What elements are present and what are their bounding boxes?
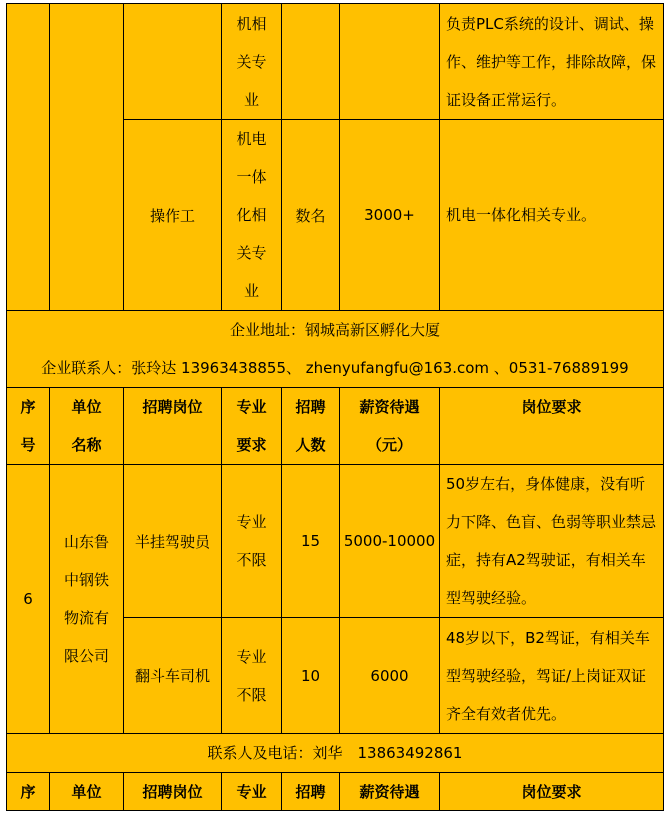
header-row (7, 773, 664, 811)
header-count (282, 388, 340, 465)
requirement-cell: 48岁以下，B2驾证，有相关车型驾驶经验，驾证/上岗证双证齐全有效者优先。 (440, 618, 664, 734)
company-contact-row (7, 734, 664, 773)
major-line: 业 (243, 282, 259, 300)
header-salary (340, 388, 440, 465)
position-cell: 半挂驾驶员 (124, 465, 222, 618)
header-row (7, 388, 664, 465)
header-requirement: 岗位要求 (440, 773, 664, 811)
company-info-row (7, 311, 664, 388)
major-line: 不限 (236, 551, 267, 569)
major-line: 关专 (236, 244, 267, 262)
count-cell (282, 4, 340, 120)
header-requirement-line: 岗位要求 (521, 398, 582, 416)
company-contact: 企业联系人：张玲达 13963438855、 zhenyufangfu@163.com 、0531-76889199 (41, 359, 629, 377)
header-position (124, 388, 222, 465)
count-cell: 数名 (282, 120, 340, 311)
header-count: 招聘 (282, 773, 340, 811)
major-line: 专业 (236, 647, 267, 666)
header-salary-line: （元） (366, 436, 412, 454)
header-count-line: 招聘 (295, 398, 326, 416)
major-line: 不限 (236, 685, 267, 704)
unit-line: 物流有 (63, 609, 109, 627)
position-cell (124, 4, 222, 120)
salary-cell: 6000 (340, 618, 440, 734)
salary-cell: 5000-10000 (340, 465, 440, 618)
major-line: 专业 (236, 513, 267, 531)
no-cell: 6 (7, 465, 50, 734)
header-no-line: 序 (20, 398, 36, 416)
unit-line: 限公司 (63, 647, 109, 665)
major-cell (222, 465, 282, 618)
unit-cell (50, 4, 124, 311)
unit-line: 中钢铁 (63, 571, 109, 589)
header-unit-line: 名称 (71, 436, 102, 454)
table-row (7, 465, 664, 618)
major-line: 机电 (236, 130, 267, 148)
company-address: 企业地址：钢城高新区孵化大厦 (229, 321, 440, 339)
requirement-cell: 负责PLC系统的设计、调试、操作、维护等工作，排除故障，保证设备正常运行。 (440, 4, 664, 120)
header-position: 招聘岗位 (124, 773, 222, 811)
recruitment-table (6, 3, 664, 811)
header-no (7, 388, 50, 465)
major-line: 关专 (236, 52, 267, 71)
requirement-cell: 50岁左右，身体健康，没有听力下降、色盲、色弱等职业禁忌症，持有A2驾驶证，有相关车型驾驶经验。 (440, 465, 664, 618)
table-row (7, 4, 664, 120)
header-salary: 薪资待遇 (340, 773, 440, 811)
header-no-line: 号 (20, 436, 36, 454)
header-major (222, 388, 282, 465)
header-major: 专业 (222, 773, 282, 811)
no-cell (7, 4, 50, 311)
unit-line: 山东鲁 (63, 533, 109, 551)
header-unit-line: 单位 (71, 398, 102, 416)
header-requirement (440, 388, 664, 465)
count-cell: 10 (282, 618, 340, 734)
header-position-line: 招聘岗位 (142, 398, 203, 416)
count-cell: 15 (282, 465, 340, 618)
major-cell (222, 618, 282, 734)
header-count-line: 人数 (295, 436, 326, 454)
major-cell (222, 4, 282, 120)
major-line: 化相 (236, 206, 267, 224)
requirement-cell: 机电一体化相关专业。 (440, 120, 664, 311)
major-line: 机相 (236, 14, 267, 33)
header-unit (50, 388, 124, 465)
position-cell: 操作工 (124, 120, 222, 311)
company-info-cell (7, 311, 664, 388)
major-cell (222, 120, 282, 311)
position-cell: 翻斗车司机 (124, 618, 222, 734)
header-major-line: 专业 (236, 398, 267, 416)
salary-cell (340, 4, 440, 120)
major-line: 业 (243, 90, 259, 109)
header-salary-line: 薪资待遇 (359, 398, 420, 416)
header-unit: 单位 (50, 773, 124, 811)
company-contact: 联系人及电话：刘华 13863492861 (7, 734, 664, 773)
header-no: 序 (7, 773, 50, 811)
header-major-line: 要求 (236, 436, 267, 454)
major-line: 一体 (236, 168, 267, 186)
unit-cell (50, 465, 124, 734)
salary-cell: 3000+ (340, 120, 440, 311)
